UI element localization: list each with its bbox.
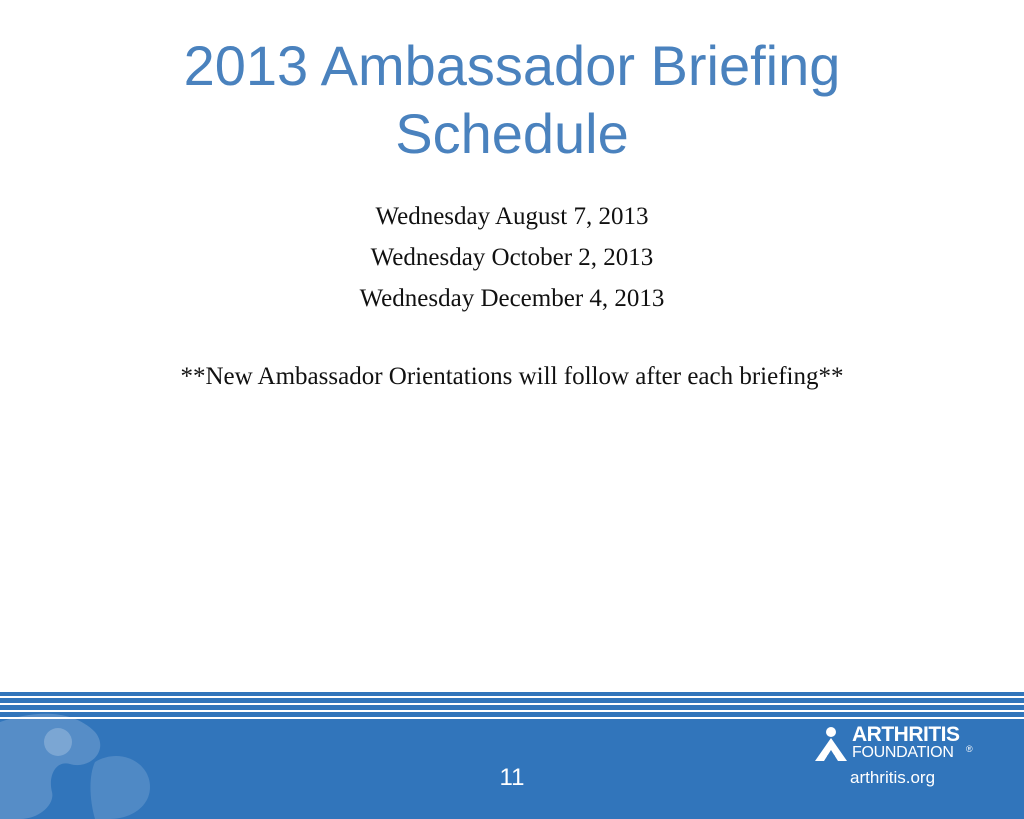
slide-title-line-2: Schedule [395, 102, 629, 165]
arthritis-foundation-mark-icon [814, 726, 848, 762]
slide-title [60, 32, 964, 168]
logo-url: arthritis.org [850, 768, 936, 787]
briefing-date: Wednesday October 2, 2013 [370, 244, 654, 271]
briefing-date-list [60, 196, 964, 319]
page-number: 11 [499, 764, 525, 791]
footer-band [0, 692, 1024, 819]
orientation-note: **New Ambassador Orientations will follow after each briefing** [180, 363, 844, 390]
logo-text-arthritis: ARTHRITIS [852, 723, 960, 746]
briefing-date: Wednesday December 4, 2013 [359, 285, 665, 312]
logo-text-foundation: FOUNDATION [852, 744, 954, 761]
decorative-figure-icon [0, 692, 200, 819]
briefing-date: Wednesday August 7, 2013 [375, 203, 649, 230]
logo-registered-mark: ® [966, 744, 973, 754]
slide-body [60, 196, 964, 397]
arthritis-foundation-logo [814, 724, 984, 804]
slide-title-line-1: 2013 Ambassador Briefing [183, 34, 841, 97]
